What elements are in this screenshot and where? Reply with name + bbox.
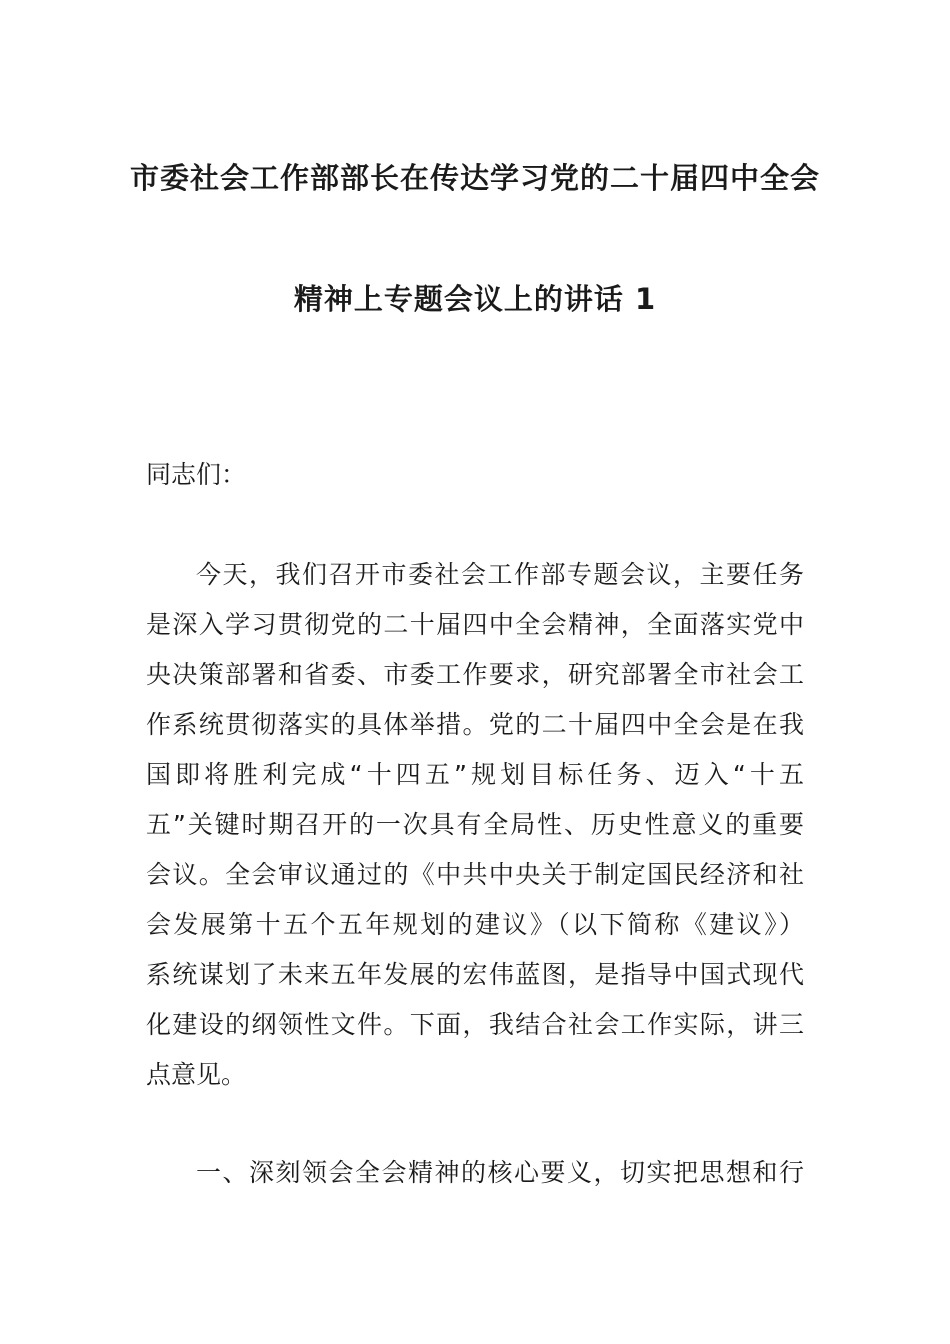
paragraph-line: 央决策部署和省委、市委工作要求，研究部署全市社会工 <box>146 660 804 689</box>
paragraph-line: 是深入学习贯彻党的二十届四中全会精神，全面落实党中 <box>146 610 804 639</box>
paragraph-line: 今天，我们召开市委社会工作部专题会议，主要任务 <box>196 560 804 589</box>
document-title-line-2: 精神上专题会议上的讲话 1 <box>293 282 657 316</box>
paragraph-line: 会发展第十五个五年规划的建议》（以下简称《建议》） <box>146 910 804 939</box>
section-heading-line: 一、深刻领会全会精神的核心要义，切实把思想和行 <box>196 1158 804 1187</box>
paragraph-line: 五”关键时期召开的一次具有全局性、历史性意义的重要 <box>146 810 804 839</box>
paragraph-line: 化建设的纲领性文件。下面，我结合社会工作实际，讲三 <box>146 1010 804 1039</box>
paragraph-line: 国即将胜利完成“十四五”规划目标任务、迈入“十五 <box>146 760 804 789</box>
paragraph-line: 点意见。 <box>146 1060 247 1089</box>
paragraph-line: 系统谋划了未来五年发展的宏伟蓝图，是指导中国式现代 <box>146 960 804 989</box>
paragraph-line: 作系统贯彻落实的具体举措。党的二十届四中全会是在我 <box>146 710 804 739</box>
paragraph-line: 会议。全会审议通过的《中共中央关于制定国民经济和社 <box>146 860 804 889</box>
salutation: 同志们： <box>146 460 247 489</box>
document-title-line-1: 市委社会工作部部长在传达学习党的二十届四中全会 <box>129 161 820 195</box>
